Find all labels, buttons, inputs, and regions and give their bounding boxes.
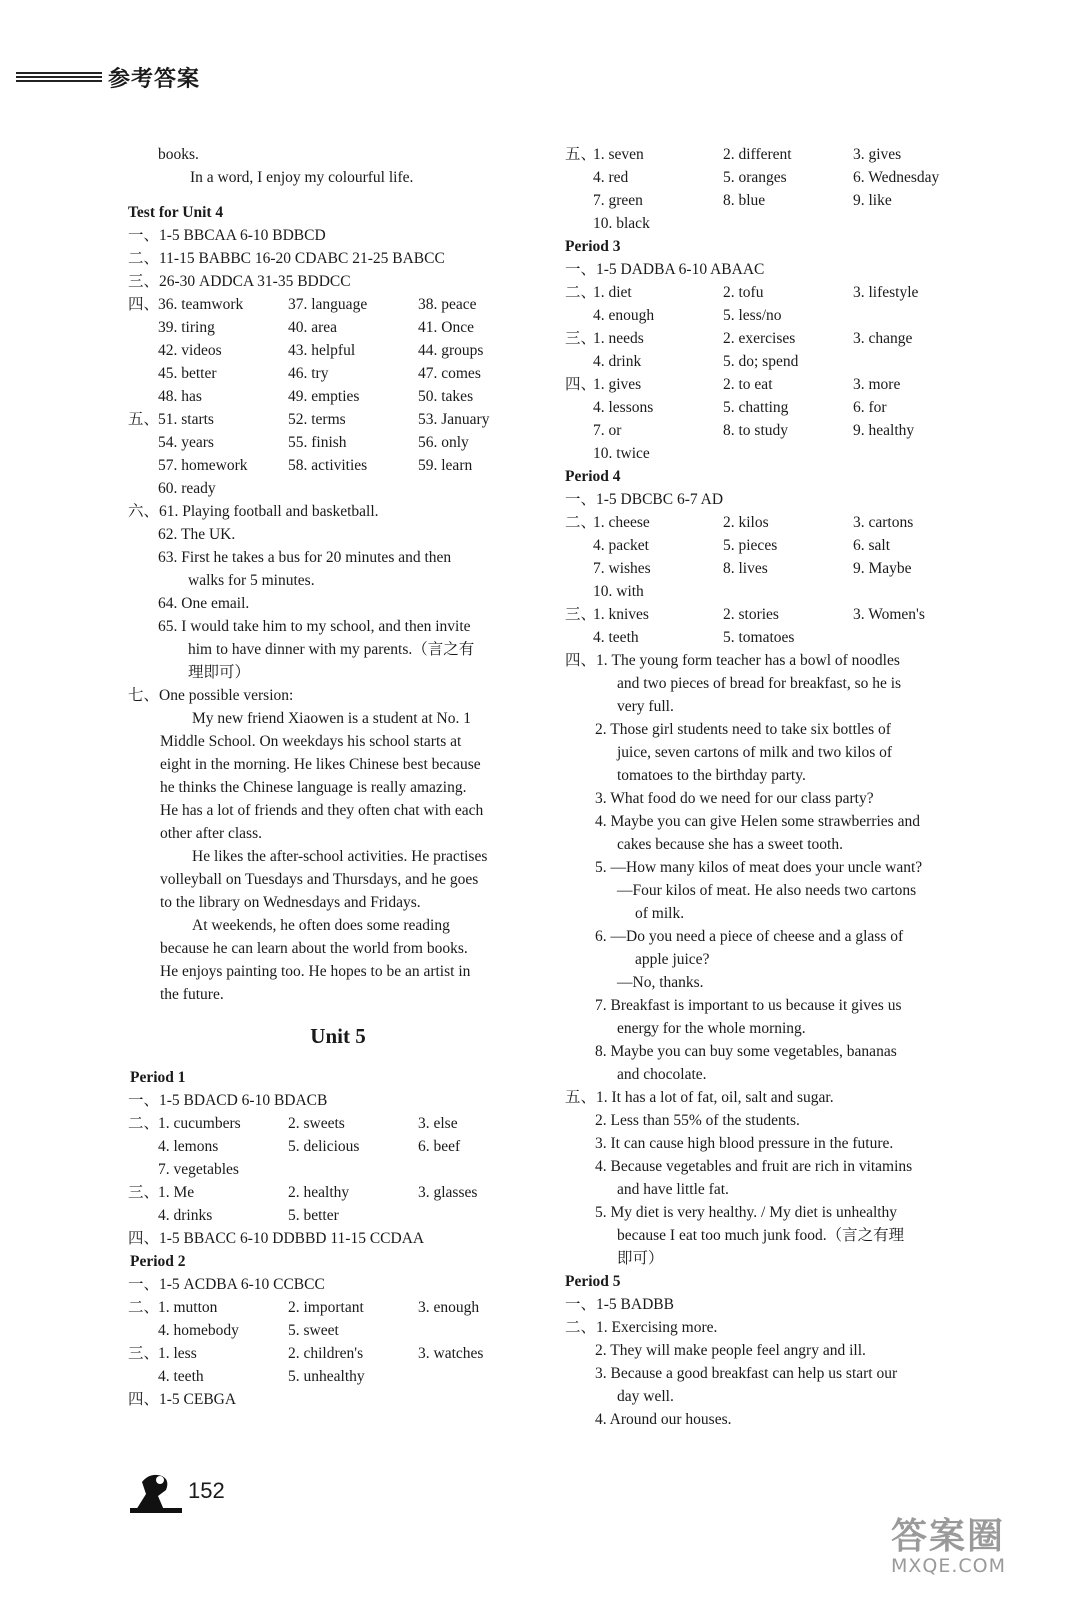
answer-cell: 60. ready [158,480,216,497]
section-marker: 五、 [565,146,597,163]
answer-cell: 7. vegetables [158,1161,239,1178]
answer-cell: 1. less [158,1345,197,1362]
answer-cell: 2. tofu [723,284,764,301]
section-heading: Period 2 [130,1253,186,1270]
answer-cell: 7. or [593,422,622,439]
answer-cell: 3. else [418,1115,458,1132]
section-marker: 二、 [565,284,597,301]
answer-line: He likes the after-school activities. He practises [192,848,488,865]
answer-row [565,350,1065,373]
answer-line: 5. My diet is very healthy. / My diet is unhealthy [595,1204,898,1221]
answer-line: because he can learn about the world from books. [160,940,468,957]
answer-row [565,189,1065,212]
answer-cell: 4. red [593,169,629,186]
answer-line: and have little fat. [617,1181,729,1198]
answer-row [128,1158,548,1181]
answer-cell: 4. lemons [158,1138,219,1155]
answer-cell: 10. with [593,583,644,600]
answer-cell: 2. healthy [288,1184,350,1201]
answer-cell: 5. unhealthy [288,1368,365,1385]
answer-line: 65. I would take him to my school, and then invite [158,618,471,635]
answer-cell: 4. drink [593,353,642,370]
answer-cell: 47. comes [418,365,481,382]
answer-cell: 2. to eat [723,376,773,393]
answer-cell: 4. homebody [158,1322,239,1339]
answer-row [128,454,548,477]
answer-cell: 40. area [288,319,338,336]
answer-cell: 5. do; spend [723,353,799,370]
answer-line: 四、1-5 CEBGA [128,1391,237,1408]
answer-cell: 1. cucumbers [158,1115,241,1132]
answer-line: He enjoys painting too. He hopes to be an artist in [160,963,471,980]
answer-row [565,304,1065,327]
answer-cell: 43. helpful [288,342,356,359]
section-marker: 二、 [128,1115,160,1132]
section-heading: Test for Unit 4 [128,204,224,221]
answer-cell: 8. lives [723,560,768,577]
answer-row [128,362,548,385]
answer-cell: 45. better [158,365,217,382]
answer-line: eight in the morning. He likes Chinese best because [160,756,481,773]
answer-row [128,1342,548,1365]
answer-line: 三、26-30 ADDCA 31-35 BDDCC [128,273,351,290]
answer-line: to the library on Wednesdays and Fridays. [160,894,421,911]
answer-row [565,557,1065,580]
answer-row [565,281,1065,304]
answer-row [128,1181,548,1204]
answer-cell: 5. sweet [288,1322,339,1339]
answer-row [565,511,1065,534]
answer-cell: 3. glasses [418,1184,478,1201]
section-marker: 二、 [128,1299,160,1316]
answer-row [128,293,548,316]
answer-cell: 51. starts [158,411,214,428]
answer-line: 2. They will make people feel angry and ill. [595,1342,866,1359]
answer-line: Middle School. On weekdays his school starts at [160,733,462,750]
answer-cell: 4. enough [593,307,655,324]
answer-cell: 2. sweets [288,1115,345,1132]
answer-row [565,143,1065,166]
answer-cell: 4. lessons [593,399,654,416]
answer-line: very full. [617,698,674,715]
answer-row [128,1135,548,1158]
answer-cell: 6. for [853,399,887,416]
answer-line: 4. Around our houses. [595,1411,732,1428]
answer-line: —No, thanks. [617,974,704,991]
answer-line: 5. —How many kilos of meat does your uncle want? [595,859,923,876]
answer-cell: 1. Me [158,1184,195,1201]
answer-line: 四、1. The young form teacher has a bowl of noodles [565,652,900,669]
right-column [565,143,1065,1431]
answer-line: and chocolate. [617,1066,707,1083]
answer-row [128,339,548,362]
answer-line: juice, seven cartons of milk and two kilos of [617,744,893,761]
section-marker: 四、 [128,296,160,313]
answer-cell: 7. green [593,192,643,209]
answer-row [565,419,1065,442]
answer-cell: 36. teamwork [158,296,244,313]
answer-cell: 44. groups [418,342,484,359]
answer-line: 一、1-5 BDACD 6-10 BDACB [128,1092,328,1109]
section-heading: Period 1 [130,1069,186,1086]
answer-line: 63. First he takes a bus for 20 minutes and then [158,549,452,566]
answer-line: 4. Because vegetables and fruit are rich in vitamins [595,1158,913,1175]
answer-row [128,385,548,408]
answer-row [565,442,1065,465]
answer-row [565,580,1065,603]
section-marker: 三、 [565,330,597,347]
answer-row [565,626,1065,649]
answer-cell: 41. Once [418,319,474,336]
watermark-url: MXQE.COM [891,1555,1007,1577]
answer-line: 一、1-5 DBCBC 6-7 AD [565,491,724,508]
answer-cell: 2. children's [288,1345,364,1362]
answer-line: 六、61. Playing football and basketball. [128,503,379,520]
section-heading: Period 5 [565,1273,621,1290]
unit-title: Unit 5 [310,1024,366,1048]
answer-row [565,396,1065,419]
answer-cell: 2. stories [723,606,779,623]
answer-line: him to have dinner with my parents.（言之有 [188,641,475,658]
answer-line: of milk. [635,905,685,922]
answer-cell: 1. cheese [593,514,650,531]
answer-row [565,327,1065,350]
answer-cell: 54. years [158,434,214,451]
answer-line: the future. [160,986,224,1003]
answer-line: 64. One email. [158,595,250,612]
answer-cell: 2. different [723,146,792,163]
answer-cell: 3. enough [418,1299,480,1316]
answer-cell: 57. homework [158,457,248,474]
section-marker: 三、 [128,1184,160,1201]
answer-cell: 50. takes [418,388,474,405]
section-marker: 四、 [565,376,597,393]
answer-cell: 4. drinks [158,1207,213,1224]
answer-line: 七、One possible version: [128,687,294,704]
answer-cell: 2. kilos [723,514,769,531]
answer-cell: 5. chatting [723,399,789,416]
answer-row [565,603,1065,626]
answer-cell: 5. better [288,1207,339,1224]
answer-line: 二、1. Exercising more. [565,1319,718,1336]
answer-cell: 2. important [288,1299,364,1316]
answer-row [565,534,1065,557]
answer-cell: 2. exercises [723,330,796,347]
answer-line: He has a lot of friends and they often chat with each [160,802,484,819]
answer-line: My new friend Xiaowen is a student at No. 1 [192,710,471,727]
answer-line: he thinks the Chinese language is really amazing. [160,779,467,796]
answer-cell: 38. peace [418,296,477,313]
answer-cell: 59. learn [418,457,473,474]
answer-line: 2. Less than 55% of the students. [595,1112,800,1129]
answer-cell: 4. packet [593,537,649,554]
answer-cell: 4. teeth [158,1368,204,1385]
answer-cell: 37. language [288,296,368,313]
answer-cell: 3. lifestyle [853,284,919,301]
answer-cell: 1. seven [593,146,644,163]
answer-cell: 1. knives [593,606,649,623]
answer-row [128,1112,548,1135]
answer-line: and two pieces of bread for breakfast, so he is [617,675,902,692]
answer-cell: 48. has [158,388,202,405]
answer-line: walks for 5 minutes. [188,572,315,589]
answer-row [128,1365,548,1388]
answer-line: other after class. [160,825,262,842]
answer-line: At weekends, he often does some reading [192,917,450,934]
answer-line: —Four kilos of meat. He also needs two cartons [617,882,917,899]
answer-line: day well. [617,1388,674,1405]
answer-line: 二、11-15 BABBC 16-20 CDABC 21-25 BABCC [128,250,445,267]
section-heading: Period 4 [565,468,621,485]
page-footer [130,1468,225,1518]
answer-line: 4. Maybe you can give Helen some strawberries and [595,813,920,830]
answer-cell: 1. needs [593,330,644,347]
answer-line: 3. What food do we need for our class party? [595,790,874,807]
header-title: 参考答案 [108,67,201,92]
answer-row [565,166,1065,189]
answer-line: tomatoes to the birthday party. [617,767,806,784]
answer-cell: 3. more [853,376,901,393]
watermark [891,1508,1056,1593]
answer-line: In a word, I enjoy my colourful life. [190,169,414,186]
answer-cell: 49. empties [288,388,360,405]
answer-cell: 1. mutton [158,1299,218,1316]
answer-line: books. [158,146,199,163]
left-column [128,143,548,1411]
answer-line: 62. The UK. [158,526,236,543]
answer-cell: 4. teeth [593,629,639,646]
answer-cell: 8. blue [723,192,766,209]
answer-cell: 10. black [593,215,650,232]
answer-line: cakes because she has a sweet tooth. [617,836,843,853]
answer-cell: 3. cartons [853,514,914,531]
answer-cell: 6. Wednesday [853,169,940,186]
answer-line: 一、1-5 BADBB [565,1296,674,1313]
answer-cell: 9. Maybe [853,560,912,577]
answer-row [128,316,548,339]
answer-line: 一、1-5 BBCAA 6-10 BDBCD [128,227,326,244]
section-marker: 五、 [128,411,160,428]
section-marker: 三、 [128,1345,160,1362]
answer-cell: 3. Women's [853,606,925,623]
page-number: 152 [188,1478,225,1503]
answer-cell: 5. less/no [723,307,782,324]
answer-row [565,212,1065,235]
answer-line: 7. Breakfast is important to us because it gives us [595,997,902,1014]
answer-cell: 52. terms [288,411,346,428]
answer-cell: 3. watches [418,1345,484,1362]
answer-row [128,1296,548,1319]
answer-cell: 5. delicious [288,1138,360,1155]
section-heading: Period 3 [565,238,621,255]
answer-cell: 53. January [418,411,490,428]
answer-row [128,431,548,454]
answer-cell: 1. diet [593,284,632,301]
answer-line: 理即可） [188,664,251,681]
answer-line: 2. Those girl students need to take six bottles of [595,721,891,738]
answer-cell: 46. try [288,365,329,382]
answer-line: 即可） [617,1250,664,1267]
watermark-title: 答案圈 [891,1516,1006,1557]
answer-cell: 1. gives [593,376,642,393]
mascot-icon [130,1468,182,1514]
answer-cell: 9. like [853,192,892,209]
answer-cell: 56. only [418,434,469,451]
answer-row [565,373,1065,396]
answer-cell: 39. tiring [158,319,215,336]
answer-line: 五、1. It has a lot of fat, oil, salt and sugar. [565,1089,834,1106]
answer-cell: 6. salt [853,537,891,554]
answer-cell: 42. videos [158,342,222,359]
answer-line: energy for the whole morning. [617,1020,806,1037]
answer-line: 一、1-5 DADBA 6-10 ABAAC [565,261,765,278]
answer-row [128,1204,548,1227]
answer-line: volleyball on Tuesdays and Thursdays, and he goes [160,871,479,888]
answer-cell: 9. healthy [853,422,915,439]
answer-cell: 5. tomatoes [723,629,795,646]
answer-cell: 5. pieces [723,537,778,554]
header-decoration [16,72,102,86]
spacer [128,189,548,201]
answer-cell: 3. gives [853,146,902,163]
answer-cell: 55. finish [288,434,347,451]
answer-line: 3. Because a good breakfast can help us start our [595,1365,898,1382]
answer-cell: 7. wishes [593,560,651,577]
answer-line: 8. Maybe you can buy some vegetables, bananas [595,1043,897,1060]
answer-line: 一、1-5 ACDBA 6-10 CCBCC [128,1276,325,1293]
answer-line: 6. —Do you need a piece of cheese and a glass of [595,928,904,945]
answer-cell: 8. to study [723,422,789,439]
answer-cell: 3. change [853,330,913,347]
answer-line: 3. It can cause high blood pressure in the future. [595,1135,894,1152]
answer-cell: 58. activities [288,457,368,474]
section-marker: 二、 [565,514,597,531]
section-marker: 三、 [565,606,597,623]
answer-cell: 5. oranges [723,169,787,186]
answer-row [128,408,548,431]
answer-cell: 6. beef [418,1138,461,1155]
answer-line: apple juice? [635,951,710,968]
answer-line: because I eat too much junk food.（言之有理 [617,1227,905,1244]
answer-row [128,477,548,500]
answer-cell: 10. twice [593,445,650,462]
answer-row [128,1319,548,1342]
answer-line: 四、1-5 BBACC 6-10 DDBBD 11-15 CCDAA [128,1230,425,1247]
